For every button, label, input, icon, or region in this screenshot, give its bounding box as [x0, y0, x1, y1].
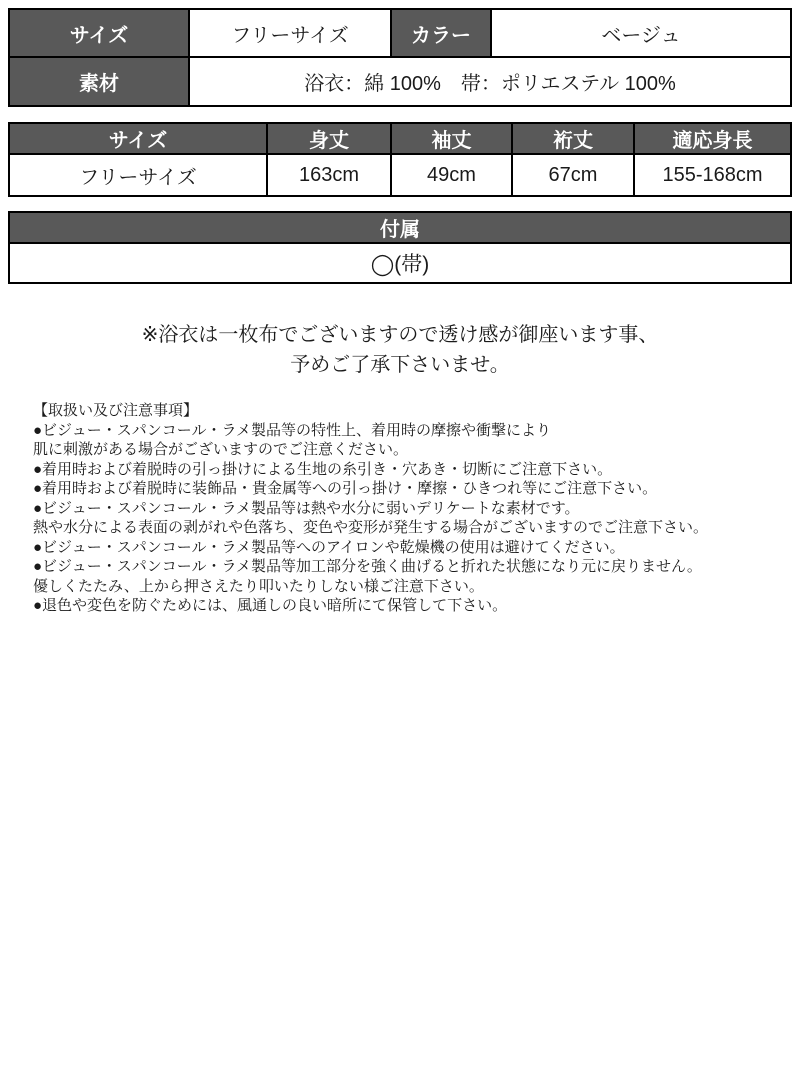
sheer-fabric-notice — [0, 320, 800, 380]
measurements-value-cell: 163cm — [267, 154, 391, 196]
measurements-table — [8, 122, 792, 197]
care-instruction-line: ●ビジュー・スパンコール・ラメ製品等加工部分を強く曲げると折れた状態になり元に戻りません。 — [33, 558, 702, 575]
care-instructions — [0, 401, 800, 616]
accessories-value-cell: ◯(帯) — [9, 243, 791, 283]
measurements-value-cell: 67cm — [512, 154, 634, 196]
care-instruction-line: ●ビジュー・スパンコール・ラメ製品等へのアイロンや乾燥機の使用は避けてください。 — [33, 538, 625, 556]
notice-line-1: ※浴衣は一枚布でございますので透け感が御座います事、 — [141, 324, 659, 346]
care-instruction-line: ●退色や変色を防ぐためには、風通しの良い暗所にて保管して下さい。 — [33, 597, 508, 614]
care-instructions-title: 【取扱い及び注意事項】 — [33, 402, 199, 419]
measurements-header-cell: 裄丈 — [512, 123, 634, 154]
measurements-value-cell: フリーサイズ — [9, 154, 267, 196]
care-instruction-line: ●着用時および着脱時に装飾品・貴金属等への引っ掛け・摩擦・ひきつれ等にご注意下さい。 — [33, 480, 658, 497]
color-value-cell: ベージュ — [491, 9, 791, 57]
measurements-value-cell: 155-168cm — [634, 154, 791, 196]
care-instruction-line: ●ビジュー・スパンコール・ラメ製品等の特性上、着用時の摩擦や衝撃により — [33, 421, 552, 439]
measurements-header-cell: 適応身長 — [634, 123, 791, 154]
size-color-material-table — [8, 8, 792, 107]
care-instruction-line: ●ビジュー・スパンコール・ラメ製品等は熱や水分に弱いデリケートな素材です。 — [33, 499, 580, 517]
measurements-header-cell: 身丈 — [267, 123, 391, 154]
size-color-row — [9, 9, 791, 57]
accessories-header-row — [9, 212, 791, 243]
notice-line-2: 予めご了承下さいませ。 — [290, 354, 510, 376]
care-instruction-line: 熱や水分による表面の剥がれや色落ち、変色や変形が発生する場合がございますのでご注意下さい。 — [33, 519, 709, 536]
measurements-value-row — [9, 154, 791, 196]
care-instructions-lines — [33, 421, 792, 616]
size-value-cell: フリーサイズ — [189, 9, 391, 57]
measurements-header-cell: 袖丈 — [391, 123, 512, 154]
measurements-header-cell: サイズ — [9, 123, 267, 154]
material-row — [9, 57, 791, 106]
accessories-table — [8, 211, 792, 284]
size-label-cell: サイズ — [9, 9, 189, 57]
accessories-value-row — [9, 243, 791, 283]
care-instruction-line: ●着用時および着脱時の引っ掛けによる生地の糸引き・穴あき・切断にご注意下さい。 — [33, 460, 613, 478]
measurements-header-row — [9, 123, 791, 154]
material-value-cell: 浴衣：綿 100% 帯：ポリエステル 100% — [189, 57, 791, 106]
material-label-cell: 素材 — [9, 57, 189, 106]
accessories-header-cell: 付属 — [9, 212, 791, 243]
measurements-value-cell: 49cm — [391, 154, 512, 196]
care-instruction-line: 肌に刺激がある場合がございますのでご注意ください。 — [33, 441, 409, 458]
color-label-cell: カラー — [391, 9, 491, 57]
care-instruction-line: 優しくたたみ、上から押さえたり叩いたりしない様ご注意下さい。 — [33, 577, 484, 595]
